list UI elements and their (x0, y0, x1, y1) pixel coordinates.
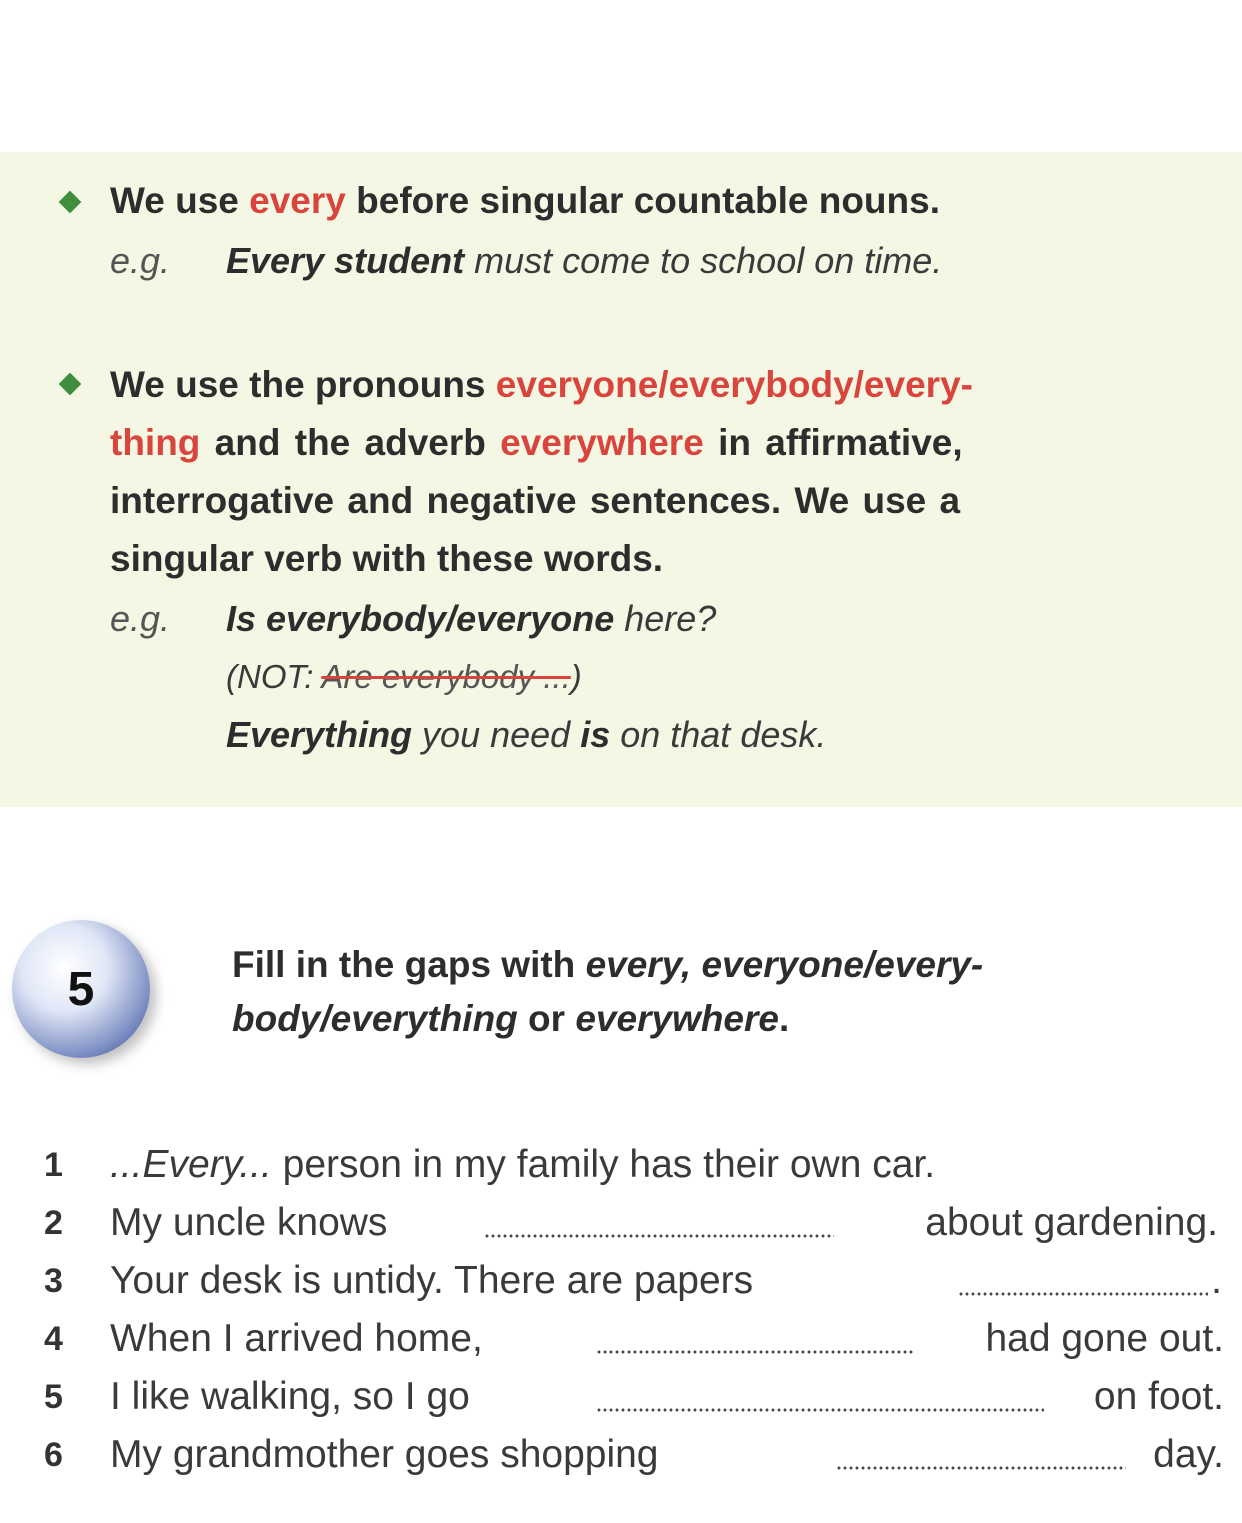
item-number: 1 (44, 1146, 63, 1184)
rule2-line1 (110, 356, 1210, 414)
rule1-example-bold: Every student (226, 240, 465, 281)
instruction-period: . (779, 998, 790, 1039)
list-item (0, 1194, 1242, 1252)
not-prefix: (NOT: (226, 658, 322, 695)
rule2-example1-rest: here? (614, 598, 717, 639)
answer-gap[interactable] (836, 1466, 1126, 1470)
item-after: about gardening. (925, 1201, 1218, 1244)
rule2-line2 (110, 414, 1210, 472)
rule2-example2-bold: Everything (226, 714, 413, 755)
list-item (0, 1136, 1242, 1194)
item-after: had gone out. (985, 1317, 1224, 1360)
rule2-line3: interrogative and negative sentences. We use a (110, 480, 961, 521)
instruction-words-c: everywhere (575, 998, 779, 1039)
example-answer: ...Every... (110, 1143, 272, 1186)
exercise-instruction (232, 938, 1232, 1046)
item-before: Your desk is untidy. There are papers (110, 1259, 754, 1302)
rule-every (110, 172, 1210, 230)
rule1-keyword: every (249, 180, 346, 221)
instruction-words-a: every, everyone/every- (585, 944, 984, 985)
list-item (0, 1252, 1242, 1310)
exercise-number-badge (12, 920, 150, 1058)
exercise-number: 5 (67, 962, 95, 1016)
item-number: 3 (44, 1262, 63, 1300)
rule2-example1 (226, 590, 716, 648)
struck-wrong-example: Are everybody ... (321, 658, 571, 695)
item-number: 4 (44, 1320, 63, 1358)
rule2-line4: singular verb with these words. (110, 538, 664, 579)
rule1-text-b: before singular countable nouns. (345, 180, 940, 221)
item-after: person in my family has their own car. (271, 1143, 936, 1186)
rule2-line2-tail: in affirmative, (703, 422, 963, 463)
answer-gap[interactable] (958, 1292, 1208, 1296)
instruction-or: or (517, 998, 576, 1039)
rule2-thing: thing (110, 422, 201, 463)
item-text (110, 1136, 935, 1194)
rule2-line2-text: and the adverb (200, 422, 501, 463)
rule2-line1-text: We use the pronouns (110, 364, 496, 405)
item-after: day. (1153, 1433, 1224, 1476)
item-before: My uncle knows (110, 1201, 388, 1244)
item-number: 2 (44, 1204, 63, 1242)
answer-gap[interactable] (596, 1350, 914, 1354)
rule2-example2-tail: on that desk. (610, 714, 827, 755)
item-number: 6 (44, 1436, 63, 1474)
item-after: on foot. (1093, 1375, 1224, 1418)
instruction-words-b: body/everything (232, 998, 518, 1039)
rule2-pronouns: everyone/everybody/every- (495, 364, 973, 405)
rule1-example-label: e.g. (110, 240, 171, 281)
list-item (0, 1368, 1242, 1426)
rule1-example-rest: must come to school on time. (464, 240, 943, 281)
rule2-everywhere: everywhere (500, 422, 704, 463)
rule1-text-a: We use (110, 180, 250, 221)
item-number: 5 (44, 1378, 63, 1416)
rule2-example2-text: you need (412, 714, 581, 755)
instruction-line1 (232, 938, 1232, 992)
answer-gap[interactable] (596, 1408, 1044, 1412)
instruction-line2 (232, 992, 1232, 1046)
item-after: . (1211, 1259, 1222, 1302)
rule2-example1-bold: Is everybody/everyone (226, 598, 615, 639)
item-before: I like walking, so I go (110, 1375, 470, 1418)
answer-gap[interactable] (484, 1234, 834, 1238)
rule2-not-example (226, 648, 582, 706)
not-suffix: ) (570, 658, 582, 695)
instruction-lead: Fill in the gaps with (232, 944, 586, 985)
list-item (0, 1310, 1242, 1368)
rule2-example-label: e.g. (110, 598, 171, 639)
list-item (0, 1426, 1242, 1484)
rule2-example2 (226, 706, 826, 764)
item-before: When I arrived home, (110, 1317, 483, 1360)
rule1-example (226, 232, 942, 290)
item-before: My grandmother goes shopping (110, 1433, 659, 1476)
rule2-example2-is: is (580, 714, 611, 755)
